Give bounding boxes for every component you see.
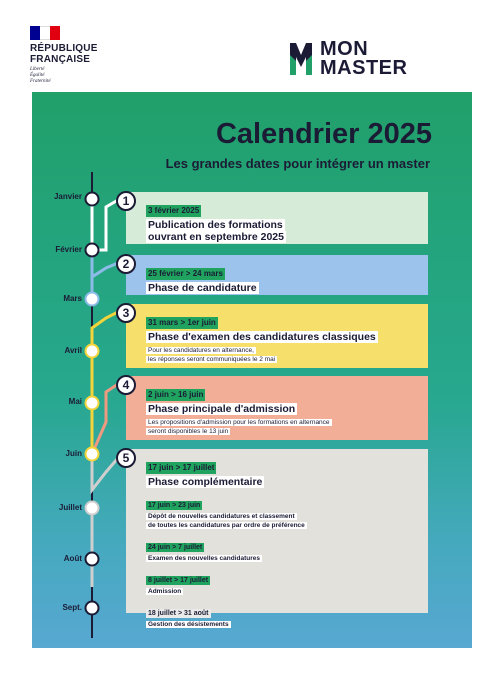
logo-text-master: MASTER [320,57,408,79]
substep-3-date: 8 juillet > 17 juillet [148,577,209,584]
step-3-title: Phase d'examen des candidatures classiques [148,331,376,343]
substep-1-text-line-2: de toutes les candidatures par ordre de préférence [148,522,305,529]
month-juin: Juin [65,449,82,458]
step-card-2 [126,255,428,295]
step-card-5 [126,449,428,628]
month-dot-mars [86,293,99,306]
step-4-date: 2 juin > 16 juin [148,390,204,399]
step-5-substep-1 [146,492,428,530]
step-1-title-line-1: Publication des formations [148,219,283,231]
substep-3-text: Admission [148,588,182,595]
month-fevrier: Février [55,245,82,254]
step-4-note-line-2: seront disponibles le 13 juin [148,428,229,435]
step-number-1: 1 [116,191,136,211]
step-3-note-line-1: Pour les candidatures en alternance, [148,347,254,354]
month-dot-juin [86,448,99,461]
poster-title: Calendrier 2025 [215,118,432,150]
month-mai: Mai [68,397,82,406]
step-4-note-line-1: Les propositions d'admission pour les formations en alternance [148,419,330,426]
step-card-1 [126,192,428,244]
step-5-substep-2 [146,534,428,563]
month-dot-fevrier [86,244,99,257]
month-mars: Mars [63,294,82,303]
republique-francaise-logo [30,26,110,85]
month-aout: Août [63,554,82,563]
month-sept: Sept. [62,603,82,612]
step-5-date: 17 juin > 17 juillet [148,463,215,472]
republique-line-2: FRANÇAISE [30,54,91,65]
month-juillet: Juillet [58,503,82,512]
month-dot-avril [86,345,99,358]
step-1-date: 3 février 2025 [148,206,200,215]
month-avril: Avril [64,346,82,355]
connector-4 [92,384,118,454]
month-dot-sept [86,602,99,615]
poster-subtitle: Les grandes dates pour intégrer un master [165,156,430,171]
step-number-4: 4 [116,375,136,395]
motto [30,67,110,85]
mon-master-logo [288,40,407,78]
substep-1-text-line-1: Dépôt de nouvelles candidatures et classement [148,513,295,520]
step-2-date: 25 février > 24 mars [148,269,223,278]
calendar-poster [32,92,472,648]
step-number-3: 3 [116,303,136,323]
substep-2-text: Examen des nouvelles candidatures [148,555,260,562]
connector-1 [92,200,118,250]
step-card-3 [126,304,428,368]
substep-4-text: Gestion des désistements [148,621,229,628]
substep-4-date: 18 juillet > 31 août [148,610,209,617]
month-dot-janvier [86,193,99,206]
french-flag-icon [30,26,60,40]
month-dot-mai [86,397,99,410]
step-5-substep-4 [146,600,428,629]
step-3-date: 31 mars > 1er juin [148,318,216,327]
step-2-title: Phase de candidature [148,282,257,294]
step-5-title: Phase complémentaire [148,476,263,488]
step-5-substep-3 [146,567,428,596]
logo-text-mon: MON [320,38,369,60]
republique-line-1: RÉPUBLIQUE [30,43,98,54]
step-number-5: 5 [116,448,136,468]
substep-2-date: 24 juin > 7 juillet [148,544,203,551]
month-janvier: Janvier [53,192,82,201]
motto-liberte: Liberté [30,67,45,72]
step-1-title-line-2: ouvrant en septembre 2025 [148,231,284,243]
step-3-note-line-2: les réponses seront communiquées le 2 mai [148,356,276,363]
motto-fraternite: Fraternité [30,79,51,84]
motto-egalite: Égalité [30,73,45,78]
step-4-title: Phase principale d'admission [148,403,296,415]
month-dot-aout [86,553,99,566]
step-number-2: 2 [116,254,136,274]
month-dot-juillet [86,502,99,515]
mon-master-mark-icon [288,41,314,77]
step-card-4 [126,376,428,440]
substep-1-date: 17 juin > 23 juin [148,502,201,509]
